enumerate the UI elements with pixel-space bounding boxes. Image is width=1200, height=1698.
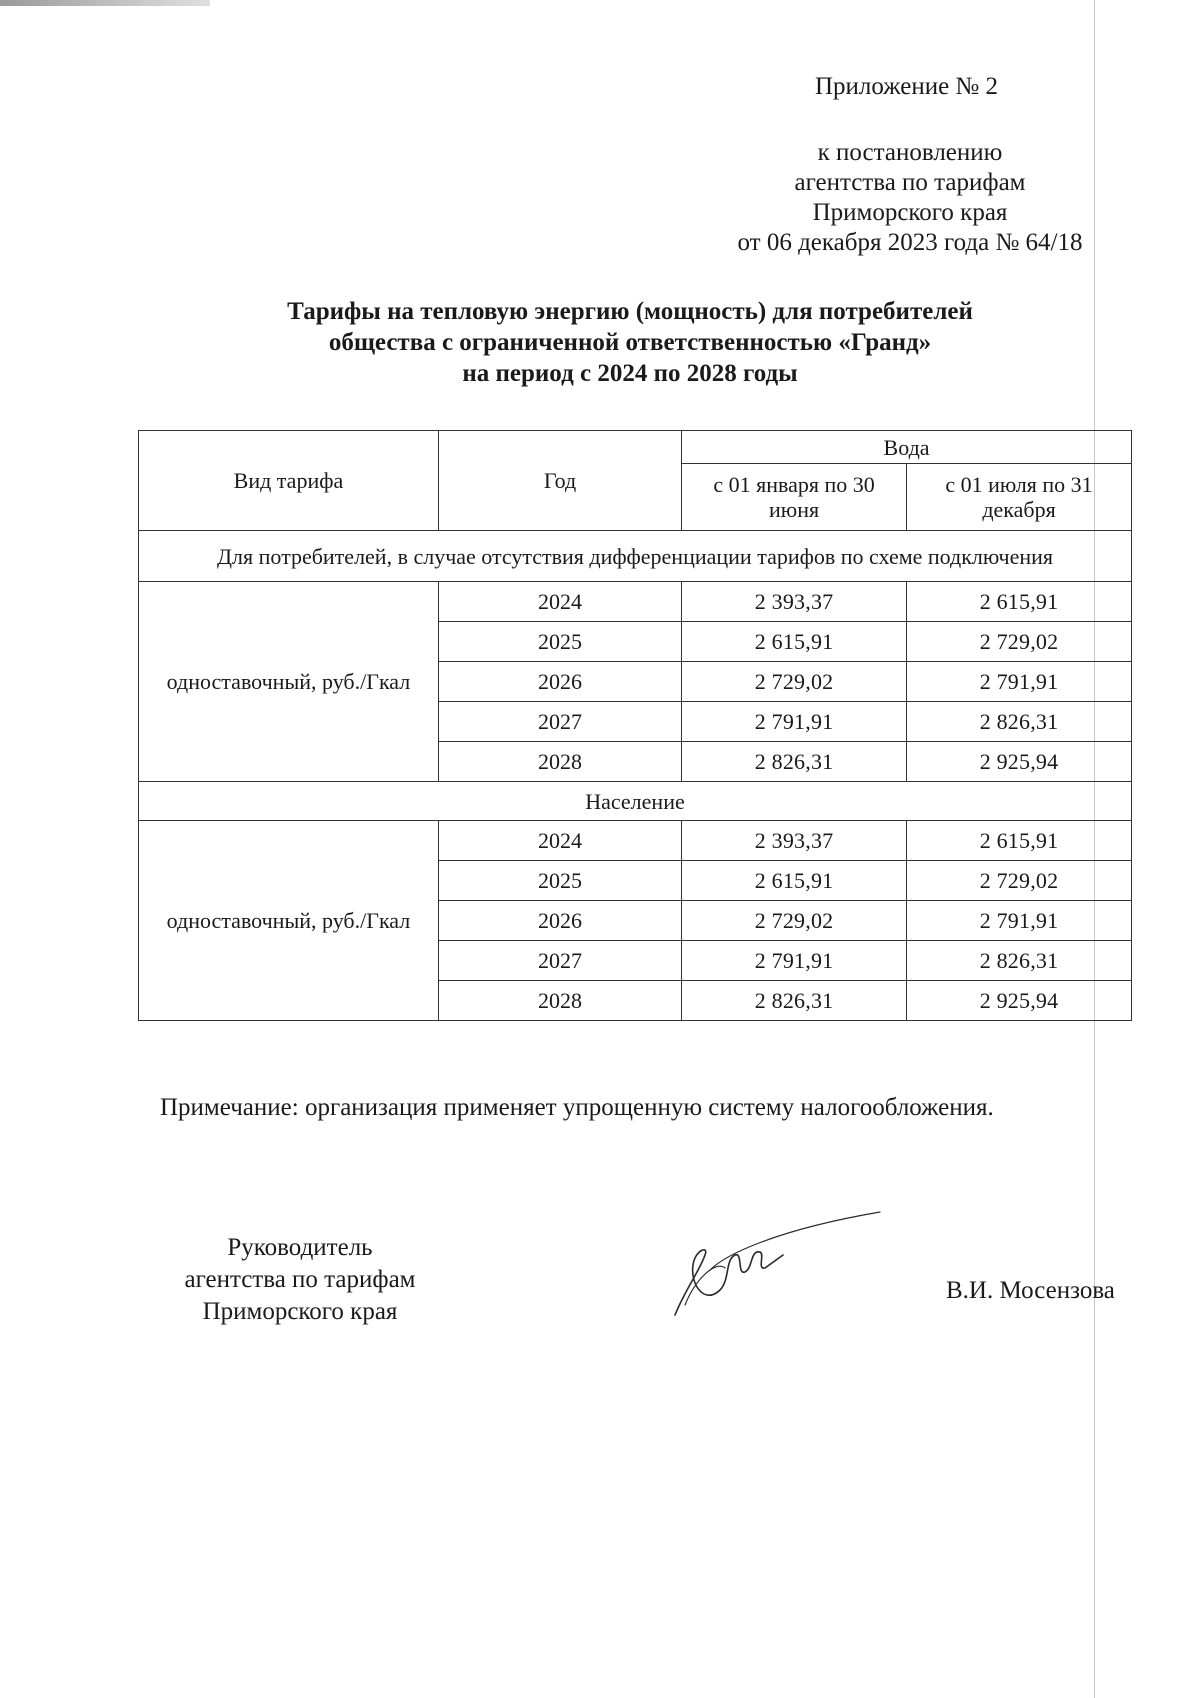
title-line: Тарифы на тепловую энергию (мощность) для потребителей <box>287 298 973 325</box>
value-cell-period-1: 2 826,31 <box>682 981 907 1021</box>
appendix-ref-line: Приморского края <box>812 199 1008 226</box>
tariff-table <box>138 430 1132 1021</box>
header-water: Вода <box>682 431 1132 464</box>
value-cell-period-1: 2 615,91 <box>682 622 907 662</box>
year-cell: 2024 <box>438 821 681 861</box>
value-cell-period-1: 2 791,91 <box>682 941 907 981</box>
value-cell-period-1: 2 729,02 <box>682 901 907 941</box>
header-year: Год <box>438 431 681 531</box>
tariff-kind-cell: одноставочный, руб./Гкал <box>139 582 439 782</box>
year-cell: 2028 <box>438 742 681 782</box>
title-line: общества с ограниченной ответственностью «Гранд» <box>328 329 932 356</box>
signature-icon <box>665 1210 885 1330</box>
year-cell: 2024 <box>438 582 681 622</box>
document-title <box>140 296 1120 389</box>
year-cell: 2025 <box>438 861 681 901</box>
value-cell-period-1: 2 791,91 <box>682 702 907 742</box>
signer-name: В.И. Мосензова <box>946 1277 1115 1304</box>
section-title: Население <box>139 782 1132 821</box>
scan-edge-artifact <box>0 0 210 6</box>
value-cell-period-1: 2 826,31 <box>682 742 907 782</box>
title-line: на период с 2024 по 2028 годы <box>462 360 798 387</box>
tariff-kind-cell: одноставочный, руб./Гкал <box>139 821 439 1021</box>
note-text: Примечание: организация применяет упрощенную систему налогообложения. <box>160 1094 994 1121</box>
value-cell-period-2: 2 729,02 <box>907 861 1132 901</box>
value-cell-period-2: 2 791,91 <box>907 901 1132 941</box>
section-title: Для потребителей, в случае отсутствия дифференциации тарифов по схеме подключения <box>139 531 1132 582</box>
year-cell: 2026 <box>438 901 681 941</box>
value-cell-period-1: 2 393,37 <box>682 582 907 622</box>
value-cell-period-2: 2 615,91 <box>907 821 1132 861</box>
header-period-1: с 01 января по 30 июня <box>682 464 907 531</box>
signer-role-line: Руководитель <box>227 1234 373 1261</box>
value-cell-period-1: 2 615,91 <box>682 861 907 901</box>
value-cell-period-2: 2 826,31 <box>907 941 1132 981</box>
year-cell: 2025 <box>438 622 681 662</box>
header-tariff-kind: Вид тарифа <box>139 431 439 531</box>
value-cell-period-2: 2 925,94 <box>907 981 1132 1021</box>
year-cell: 2027 <box>438 702 681 742</box>
value-cell-period-2: 2 925,94 <box>907 742 1132 782</box>
appendix-ref-line: от 06 декабря 2023 года № 64/18 <box>737 229 1083 256</box>
year-cell: 2026 <box>438 662 681 702</box>
table-row <box>139 582 1132 622</box>
value-cell-period-2: 2 615,91 <box>907 582 1132 622</box>
appendix-reference <box>700 138 1120 258</box>
appendix-header <box>700 72 1120 258</box>
signer-role-line: Приморского края <box>202 1298 398 1325</box>
table-row <box>139 821 1132 861</box>
value-cell-period-2: 2 791,91 <box>907 662 1132 702</box>
value-cell-period-2: 2 729,02 <box>907 622 1132 662</box>
year-cell: 2028 <box>438 981 681 1021</box>
value-cell-period-1: 2 729,02 <box>682 662 907 702</box>
appendix-ref-line: к постановлению <box>817 139 1003 166</box>
value-cell-period-2: 2 826,31 <box>907 702 1132 742</box>
header-period-2: с 01 июля по 31 декабря <box>907 464 1132 531</box>
year-cell: 2027 <box>438 941 681 981</box>
value-cell-period-1: 2 393,37 <box>682 821 907 861</box>
signer-role <box>150 1232 450 1328</box>
appendix-title: Приложение № 2 <box>815 73 999 100</box>
appendix-ref-line: агентства по тарифам <box>794 169 1026 196</box>
signer-role-line: агентства по тарифам <box>184 1266 416 1293</box>
